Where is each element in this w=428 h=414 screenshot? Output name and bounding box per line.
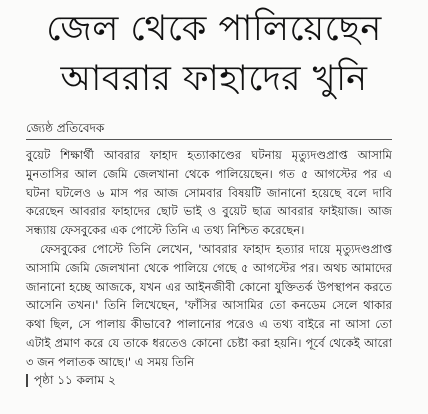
byline-divider bbox=[26, 139, 392, 140]
article-body bbox=[26, 146, 392, 372]
paragraph-1: বুয়েট শিক্ষার্থী আবরার ফাহাদ হত্যাকাণ্ডের ঘটনায় মৃত্যুদণ্ডপ্রাপ্ত আসামি মুনতাসির আল জেমি জেলখানা থেকে পালিয়েছেন। গত ৫ আগস্টের পর এ ঘটনা ঘটলেও ৬ মাস পর আজ সোমবার বিষয়টি জানানো হয়েছে বলে দাবি করেছেন আবরার ফাহাদের ছোট ভাই ও বুয়েট ছাত্র আবরার ফাইয়াজ। আজ সন্ধ্যায় ফেসবুকের এক পোস্টে তিনি এ তথ্য নিশ্চিত করেছেন। bbox=[26, 148, 392, 238]
page-column-ref: পৃষ্ঠা ১১ কলাম ২ bbox=[34, 373, 116, 387]
continuation-reference bbox=[26, 372, 116, 388]
paragraph-2: ফেসবুকের পোস্টে তিনি লেখেন, 'আবরার ফাহাদ হত্যার দায়ে মৃত্যুদণ্ডপ্রাপ্ত আসামি জেমি জেলখানা থেকে পালিয়ে গেছে ৫ আগস্টের পর। অথচ আমাদের জানানো হচ্ছে আজকে, যখন এর আইনজীবী কোনো যুক্তিতর্ক উপস্থাপন করতে আসেনি তখন।' তিনি লিখেছেন, 'ফাঁসির আসামির তো কনডেম সেলে থাকার কথা ছিল, সে পালায় কীভাবে? পালানোর পরেও এ তথ্য বাইরে না আসা তো এটাই প্রমাণ করে যে তাকে ধরতেও কোনো চেষ্টা করা হয়নি। পূর্বে থেকেই আরো ৩ জন পলাতক আছে।' এ সময় তিনি bbox=[26, 241, 392, 369]
headline-line-2: আবরার ফাহাদের খুনি bbox=[60, 59, 368, 99]
reference-bar-icon bbox=[26, 374, 28, 387]
byline: জ্যেষ্ঠ প্রতিবেদক bbox=[26, 121, 105, 135]
headline-line-1: জেল থেকে পালিয়েছেন bbox=[46, 9, 382, 49]
